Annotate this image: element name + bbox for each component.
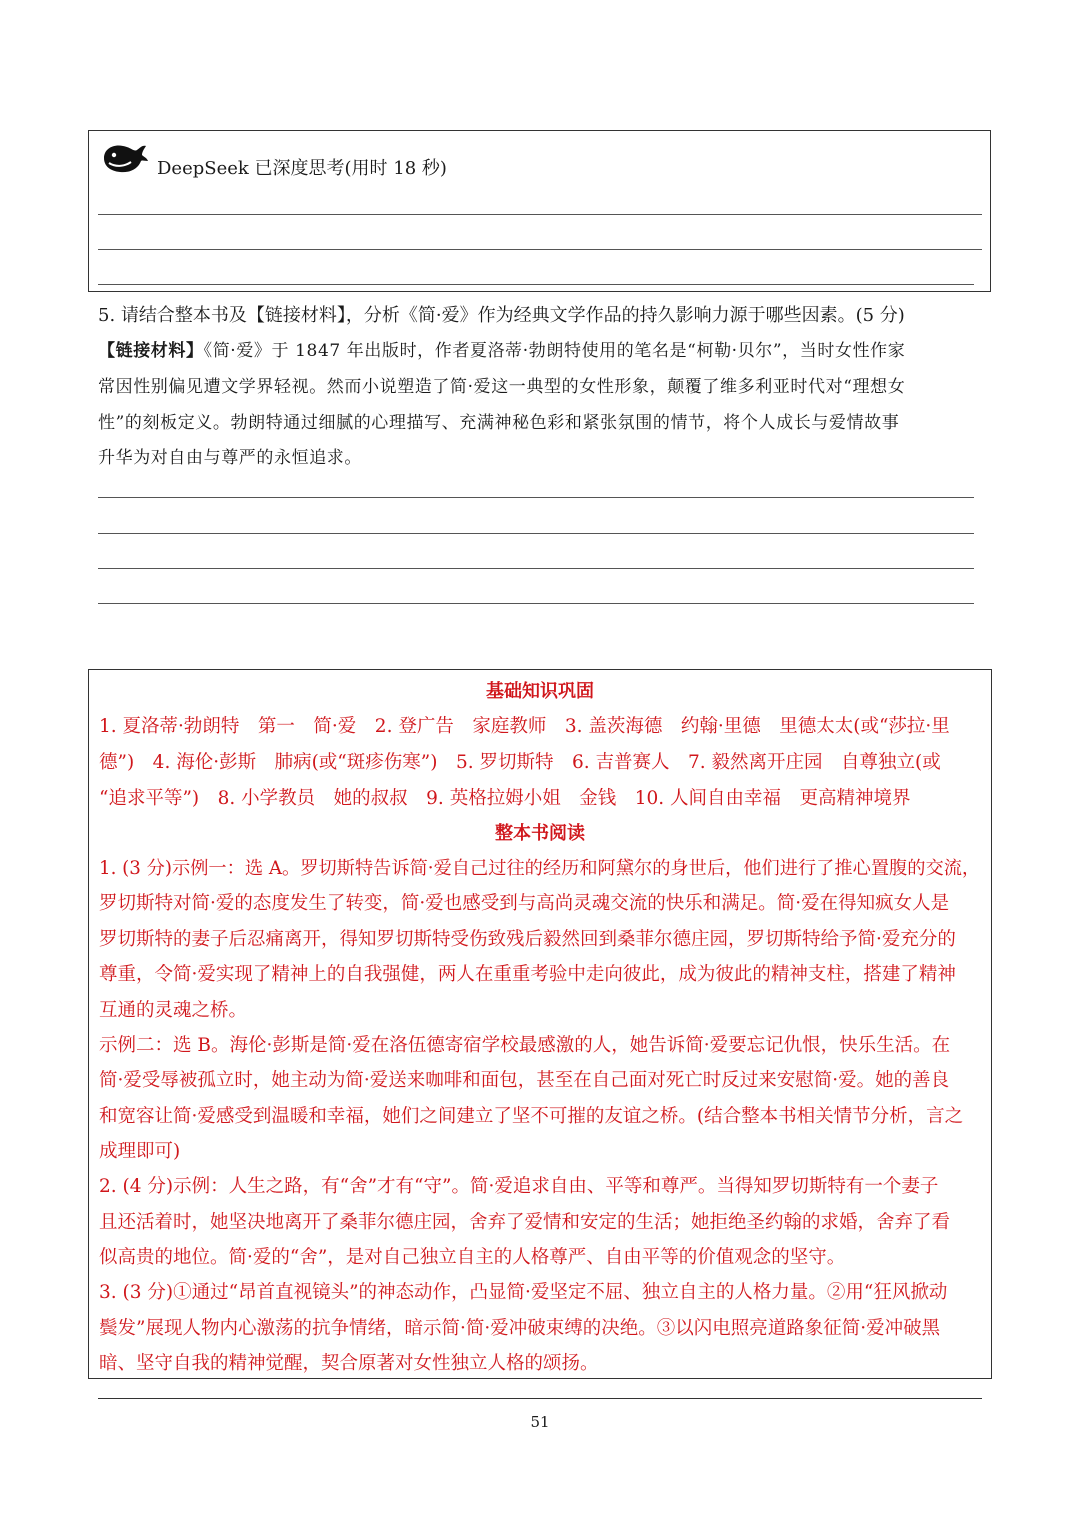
answer-line-text: 罗切斯特的妻子后忍痛离开，得知罗切斯特受伤致残后毅然回到桑菲尔德庄园，罗切斯特给予简·爱充分的 (99, 929, 956, 950)
answer-line-text: 鬓发”展现人物内心激荡的抗争情绪，暗示简·简·爱冲破束缚的决绝。③以闪电照亮道路象征简·爱冲破黑 (99, 1318, 941, 1339)
material-label: 【链接材料】 (98, 341, 204, 361)
material-line-2: 常因性别偏见遭文学界轻视。然而小说塑造了简·爱这一典型的女性形象，颠覆了维多利亚时代对“理想女 (98, 377, 906, 397)
answer-line-text: 似高贵的地位。简·爱的“舍”，是对自己独立自主的人格尊严、自由平等的价值观念的坚守。 (99, 1247, 846, 1268)
answer-line-text: 3. (3 分)①通过“昂首直视镜头”的神态动作，凸显简·爱坚定不屈、独立自主的人格力量。②用“狂风掀动 (99, 1282, 948, 1303)
material-line-4: 升华为对自由与尊严的永恒追求。 (98, 448, 362, 468)
page-number: 51 (530, 1413, 550, 1431)
answer-line-text: 2. (4 分)示例：人生之路，有“舍”才有“守”。简·爱追求自由、平等和尊严。当得知罗切斯特有一个妻子 (99, 1176, 939, 1197)
answer-line-text: 成理即可) (99, 1141, 181, 1162)
answer-line-text: 简·爱受辱被孤立时，她主动为简·爱送来咖啡和面包，甚至在自己面对死亡时反过来安慰简·爱。她的善良 (99, 1070, 950, 1091)
answer-line (98, 533, 974, 534)
answer-line-text: 互通的灵魂之桥。 (99, 1000, 248, 1021)
answer-key-box (88, 669, 992, 1379)
question-5-prompt: 5. 请结合整本书及【链接材料】，分析《简·爱》作为经典文学作品的持久影响力源于哪些因素。(5 分) (98, 305, 905, 326)
answer-line (98, 249, 982, 250)
footer-divider (98, 1398, 982, 1399)
material-line-1: 【链接材料】《简·爱》于 1847 年出版时，作者夏洛蒂·勃朗特使用的笔名是“柯勒·贝尔”，当时女性作家 (98, 341, 906, 361)
section-heading-basics: 基础知识巩固 (486, 681, 594, 702)
answer-line-text: 德”) 4. 海伦·彭斯 肺病(或“斑疹伤寒”) 5. 罗切斯特 6. 吉普赛人 7. 毅然离开庄园 自尊独立(或 (99, 752, 941, 773)
answer-line (98, 568, 974, 569)
answer-line-text: 尊重，令简·爱实现了精神上的自我强健，两人在重重考验中走向彼此，成为彼此的精神支柱，搭建了精神 (99, 964, 956, 985)
answer-line (98, 284, 974, 285)
answer-line (98, 497, 974, 498)
answer-line (98, 603, 974, 604)
answer-line (98, 214, 982, 215)
answer-line-text: 1. 夏洛蒂·勃朗特 第一 简·爱 2. 登广告 家庭教师 3. 盖茨海德 约翰·里德 里德太太(或“莎拉·里 (99, 716, 950, 737)
section-heading-reading: 整本书阅读 (495, 823, 585, 844)
material-line-3: 性”的刻板定义。勃朗特通过细腻的心理描写、充满神秘色彩和紧张氛围的情节，将个人成长与爱情故事 (98, 413, 900, 433)
answer-line-text: 和宽容让简·爱感受到温暖和幸福，她们之间建立了坚不可摧的友谊之桥。(结合整本书相关情节分析，言之 (99, 1106, 964, 1127)
deepseek-title: DeepSeek 已深度思考(用时 18 秒) (157, 158, 447, 179)
answer-line-text: 暗、坚守自我的精神觉醒，契合原著对女性独立人格的颂扬。 (99, 1353, 599, 1374)
answer-line-text: 且还活着时，她坚决地离开了桑菲尔德庄园，舍弃了爱情和安定的生活；她拒绝圣约翰的求婚，舍弃了看 (99, 1212, 951, 1233)
whale-icon (100, 142, 150, 176)
answer-line-text: 罗切斯特对简·爱的态度发生了转变，简·爱也感受到与高尚灵魂交流的快乐和满足。简·爱在得知疯女人是 (99, 893, 950, 914)
answer-line-text: “追求平等”) 8. 小学教员 她的叔叔 9. 英格拉姆小姐 金钱 10. 人间自由幸福 更高精神境界 (99, 788, 911, 809)
answer-line-text: 示例二：选 B。海伦·彭斯是简·爱在洛伍德寄宿学校最感激的人，她告诉简·爱要忘记仇恨，快乐生活。在 (99, 1035, 951, 1056)
answer-line-text: 1. (3 分)示例一：选 A。罗切斯特告诉简·爱自己过往的经历和阿黛尔的身世后，他们进行了推心置腹的交流， (99, 858, 981, 879)
